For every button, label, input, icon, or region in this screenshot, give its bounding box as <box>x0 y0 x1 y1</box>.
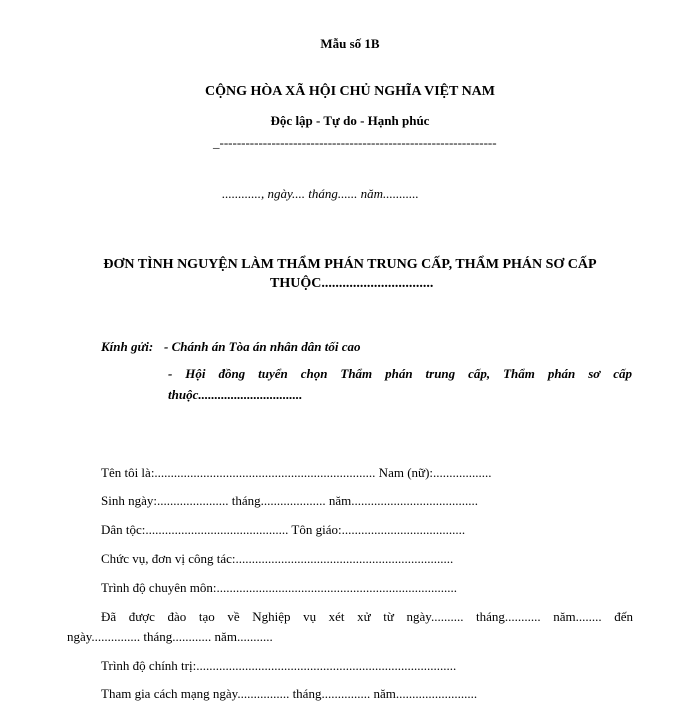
field-training-line-2: ngày............... tháng............ năm........... <box>67 629 273 644</box>
field-birth: Sinh ngày:...................... tháng.................... năm....................................... <box>101 493 478 508</box>
field-qualification: Trình độ chuyên môn:.......................................................................... <box>101 580 457 595</box>
recipient-1: - Chánh án Tòa án nhân dân tối cao <box>164 339 361 354</box>
date-line: ............, ngày.... tháng...... năm........... <box>222 186 419 201</box>
recipient-label: Kính gửi: <box>101 339 154 354</box>
field-name: Tên tôi là:.................................................................... Nam (nữ):.................. <box>101 465 492 480</box>
field-position: Chức vụ, đơn vị công tác:................................................................... <box>101 551 454 566</box>
motto: Độc lập - Tự do - Hạnh phúc <box>270 113 430 128</box>
field-training-line-1: Đã được đào tạo về Nghiệp vụ xét xử từ ngày.......... tháng........... năm........ đến <box>101 609 633 624</box>
document-title-line-2: THUỘC................................ <box>270 276 434 291</box>
recipient-2-line-1: - Hội đồng tuyển chọn Thẩm phán trung cấp, Thẩm phán sơ cấp <box>168 366 632 381</box>
field-revolution: Tham gia cách mạng ngày................ tháng............... năm......................... <box>101 686 478 701</box>
field-political: Trình độ chính trị:................................................................................ <box>101 658 457 673</box>
field-ethnicity-religion: Dân tộc:............................................ Tôn giáo:...................................... <box>101 522 466 537</box>
form-code: Mẫu số 1B <box>320 36 380 51</box>
recipient-2-line-2: thuộc................................ <box>168 387 303 402</box>
national-title: CỘNG HÒA XÃ HỘI CHỦ NGHĨA VIỆT NAM <box>204 84 495 99</box>
divider-line: _---------------------------------------------------------------- <box>213 135 497 150</box>
document-title-line-1: ĐƠN TÌNH NGUYỆN LÀM THẨM PHÁN TRUNG CẤP, THẨM PHÁN SƠ CẤP <box>103 257 597 272</box>
